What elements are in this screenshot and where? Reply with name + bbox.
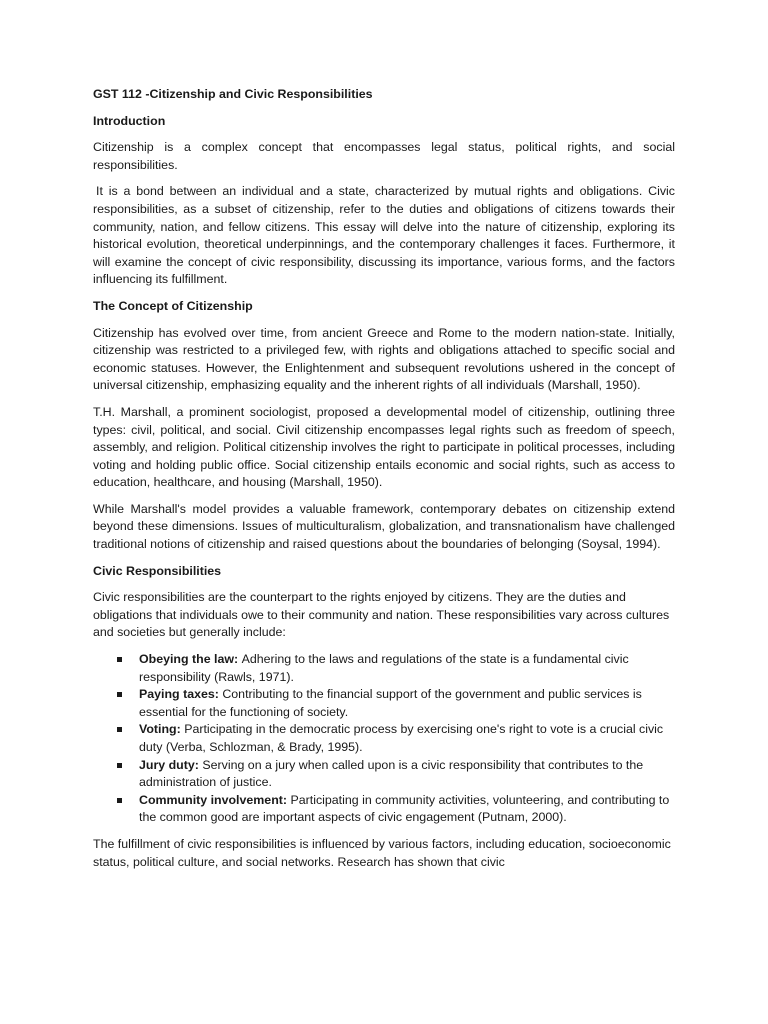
square-bullet-icon	[117, 692, 122, 697]
civic-paragraph-1: Civic responsibilities are the counterpart to the rights enjoyed by citizens. They are the duties and obligations that individuals owe to their community and nation. These responsibilities vary across cultures and societies but generally include:	[93, 590, 670, 640]
closing-paragraph: The fulfillment of civic responsibilities is influenced by various factors, including education, socioeconomic status, political culture, and social networks. Research has shown that civic	[93, 836, 671, 869]
introduction-heading: Introduction	[93, 113, 166, 128]
square-bullet-icon	[117, 727, 122, 732]
concept-heading: The Concept of Citizenship	[93, 298, 253, 313]
concept-paragraph-3: While Marshall's model provides a valuable framework, contemporary debates on citizenship extend beyond these dimensions. Issues of multiculturalism, globalization, and transnationalism have challenged traditional notions of citizenship and raised questions about the boundaries of belonging (Soysal, 1994).	[93, 501, 675, 552]
responsibilities-list	[93, 651, 675, 827]
list-item-term: Voting:	[139, 722, 185, 737]
document-title: GST 112 -Citizenship and Civic Responsibilities	[93, 87, 373, 101]
list-item-text: Participating in community activities, volunteering, and contributing to the common good are important aspects of civic engagement (Putnam, 2000).	[139, 792, 670, 825]
list-item	[139, 721, 675, 756]
intro-paragraph-1: Citizenship is a complex concept that encompasses legal status, political rights, and social responsibilities.	[93, 140, 675, 172]
list-item-text: Contributing to the financial support of the government and public services is essential for the functioning of society.	[139, 687, 642, 719]
list-item-term: Jury duty:	[139, 757, 203, 772]
list-item-term: Paying taxes:	[139, 687, 223, 702]
square-bullet-icon	[117, 798, 122, 803]
list-item-text: Participating in the democratic process by exercising one's right to vote is a crucial civic duty (Verba, Schlozman, & Brady, 1995).	[139, 722, 664, 754]
list-item-term: Obeying the law:	[139, 652, 242, 667]
square-bullet-icon	[117, 657, 122, 662]
intro-paragraph-2: It is a bond between an individual and a state, characterized by mutual rights and obligations. Civic responsibilities, as a subset of citizenship, refer to the duties and obligations of citizens towards their community, nation, and fellow citizens. This essay will delve into the nature of citizenship, exploring its historical evolution, theoretical underpinnings, and the contemporary challenges it faces. Furthermore, it will examine the concept of civic responsibility, discussing its importance, various forms, and the factors influencing its fulfillment.	[93, 184, 675, 287]
list-item	[139, 651, 675, 686]
list-item	[139, 757, 675, 792]
civic-heading: Civic Responsibilities	[93, 563, 222, 578]
square-bullet-icon	[117, 763, 122, 768]
list-item	[139, 792, 675, 827]
list-item	[139, 686, 675, 721]
document-page	[93, 86, 675, 880]
list-item-term: Community involvement:	[139, 792, 291, 807]
list-item-text: Adhering to the laws and regulations of the state is a fundamental civic responsibility (Rawls, 1971).	[139, 652, 629, 684]
concept-paragraph-2: T.H. Marshall, a prominent sociologist, proposed a developmental model of citizenship, outlining three types: civil, political, and social. Civil citizenship encompasses legal rights such as freedom of speech, assembly, and religion. Political citizenship involves the right to participate in political processes, including voting and holding public office. Social citizenship entails economic and social rights, such as access to education, healthcare, and housing (Marshall, 1950).	[93, 404, 675, 490]
list-item-text: Serving on a jury when called upon is a civic responsibility that contributes to the administration of justice.	[139, 757, 644, 790]
concept-paragraph-1: Citizenship has evolved over time, from ancient Greece and Rome to the modern nation-state. Initially, citizenship was restricted to a privileged few, with rights and obligations attached to specific social and economic statuses. However, the Enlightenment and subsequent revolutions ushered in the concept of universal citizenship, emphasizing equality and the inherent rights of all individuals (Marshall, 1950).	[93, 325, 675, 393]
